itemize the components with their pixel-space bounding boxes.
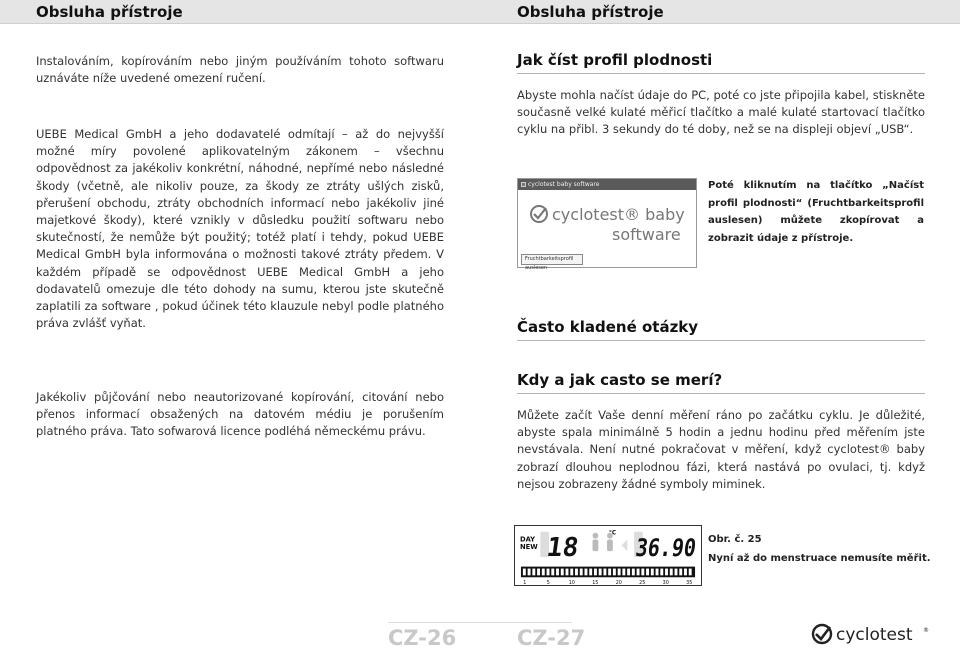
liability-paragraph: UEBE Medical GmbH a jeho dodavatelé odmítají – až do nejvyšší možné míry povolené aplikovatelným zákonem – všechnu odpovědnost za jakékoliv konkrétní, náhodné, nepřímé nebo následné škody (včetně, ale nikoliv pouze, za škody ze ztráty ušlých zisků, přerušení obchodu, ztráty obchodních informací nebo jakékoliv jiné majetkové škody), které vznikly v důsledku použití softwaru nebo skutečností, že nemůže být použitý; totéž platí i tehdy, pokud UEBE Medical GmbH byla informována o možnosti takové ztráty předem. V každém případě se odpovědnost UEBE Medical GmbH a jeho dodavatelů omezuje dle této dohody na sumu, kterou jste skutečně zaplatili za software , pokud účinek této klauzule nebyl podle platného práva zvlášť vyňat. — [36, 127, 444, 331]
scale-label: 35 — [686, 581, 693, 587]
cycle-day-segment — [589, 569, 592, 576]
cycle-day-segment — [627, 569, 630, 576]
cycle-day-segment — [660, 569, 663, 576]
cycle-day-segment — [523, 569, 526, 576]
cycle-day-segment — [594, 569, 597, 576]
left-header-title: Obsluha přístroje — [36, 3, 183, 21]
logo-line-1: cyclotest® baby — [552, 205, 685, 224]
software-window-title: cyclotest baby software — [528, 181, 600, 188]
left-header-bar — [0, 0, 480, 24]
read-profile-rule — [517, 73, 925, 74]
cycle-day-segment — [637, 569, 640, 576]
cycle-day-segment — [656, 569, 659, 576]
cycle-day-segment — [670, 569, 673, 576]
question-1-answer: Můžete začít Vaše denní měření ráno po začátku cyklu. Je důležité, abyste spala minimálně 5 hodin a jednu hodinu před měřením jste nevstávala. Není nutné pokračovat v měření, když cyclotest® baby zobrazí dlouhou neplodnou fázi, která nastává po ovulaci, tj. když nejsou zobrazeny žádné symboly miminek. — [517, 408, 925, 491]
cycle-day-segment — [665, 569, 668, 576]
logo-line-2: software — [612, 225, 681, 244]
figure-number: Obr. č. 25 — [708, 534, 762, 545]
cycle-day-segment — [542, 569, 545, 576]
left-page-number: CZ-26 — [388, 626, 457, 650]
scale-label: 25 — [639, 581, 646, 587]
cycle-day-segment — [613, 569, 616, 576]
cycle-day-segment — [537, 569, 540, 576]
figure-caption: Nyní až do menstruace nemusíte měřit. — [708, 553, 931, 564]
brand-registered: ® — [923, 627, 929, 634]
cycle-day-segment — [608, 569, 611, 576]
cycle-day-segment — [675, 569, 678, 576]
cycle-day-segment — [532, 569, 535, 576]
software-note: Poté kliknutím na tlačítko „Načíst profil plodnosti“ (Fruchtbarkeitsprofil auslesen) můžete zkopírovat a zobrazit údaje z přístroje. — [708, 180, 924, 244]
cycle-day-segment — [547, 569, 550, 576]
app-icon — [521, 182, 526, 187]
display-temperature-unit: °C — [608, 530, 617, 537]
cycle-day-segment — [566, 569, 569, 576]
faq-rule — [517, 340, 925, 341]
read-profile-paragraph: Abyste mohla načíst údaje do PC, poté co jste připojila kabel, stiskněte současně velké kulaté měřicí tlačítko a malé kulaté startovací tlačítko cyklu na přibl. 3 sekundy do té doby, než se na displeji objeví „USB“. — [517, 88, 926, 137]
intro-paragraph: Instalováním, kopírováním nebo jiným používáním tohoto softwaru uznáváte níže uvedené omezení ručení. — [36, 54, 444, 86]
display-new-label: NEW — [519, 543, 538, 552]
cycle-day-segment — [689, 569, 692, 576]
scale-label: 20 — [615, 581, 622, 587]
scale-label: 10 — [568, 581, 575, 587]
cycle-day-segment — [622, 569, 625, 576]
question-1-heading: Kdy a jak casto se merí? — [517, 371, 723, 389]
question-1-rule — [517, 393, 925, 394]
cyclotest-brand-logo — [810, 620, 930, 646]
cyclotest-baby-software-logo — [528, 201, 693, 243]
cycle-day-segment — [679, 569, 682, 576]
cycle-day-segment — [603, 569, 606, 576]
cycle-day-segment — [632, 569, 635, 576]
cycle-day-segment — [646, 569, 649, 576]
cycle-day-segment — [599, 569, 602, 576]
read-fertility-profile-button[interactable]: Fruchtbarkeitsprofil auslesen — [521, 254, 583, 265]
cycle-day-segment — [556, 569, 559, 576]
cycle-day-segment — [570, 569, 573, 576]
software-window-titlebar — [518, 179, 696, 190]
cycle-day-segment — [551, 569, 554, 576]
right-header-title: Obsluha přístroje — [517, 3, 664, 21]
scale-label: 15 — [592, 581, 599, 587]
cycle-day-segment — [561, 569, 564, 576]
faq-heading: Často kladené otázky — [517, 318, 699, 336]
footer-rule — [388, 622, 572, 623]
cycle-day-segment — [575, 569, 578, 576]
right-page-number: CZ-27 — [517, 626, 586, 650]
scale-label: 30 — [662, 581, 669, 587]
right-header-bar — [480, 0, 960, 24]
scale-label: 5 — [546, 581, 550, 587]
cycle-day-segment — [580, 569, 583, 576]
cycle-day-segment — [641, 569, 644, 576]
display-day-value: 18 — [544, 533, 581, 563]
brand-name: cyclotest — [836, 625, 913, 645]
cycle-day-segment — [584, 569, 587, 576]
display-temperature-value: 36.90 — [633, 533, 711, 562]
software-window — [517, 178, 697, 271]
cycle-day-segment — [528, 569, 531, 576]
cycle-day-segment — [684, 569, 687, 576]
read-profile-heading: Jak číst profil plodnosti — [517, 51, 713, 69]
cycle-day-segment — [651, 569, 654, 576]
scale-label: 1 — [523, 581, 527, 587]
display-day-label: DAY — [519, 535, 536, 544]
license-paragraph: Jakékoliv půjčování nebo neautorizované kopírování, citování nebo přenos informací obsažených na datovém médiu je porušením platného práva. Tato sofwarová licence podléhá německému právu. — [36, 390, 444, 439]
device-display — [514, 525, 711, 587]
cycle-day-segment — [618, 569, 621, 576]
